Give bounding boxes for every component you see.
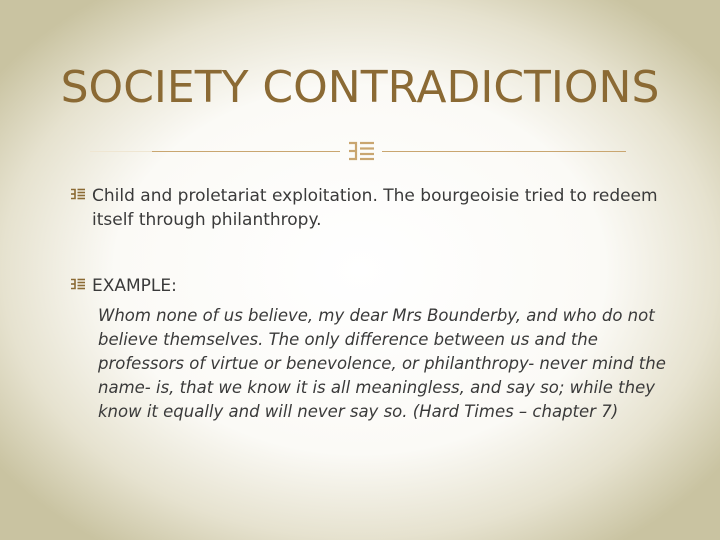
bullet-text: EXAMPLE: bbox=[92, 276, 177, 296]
slide-title: SOCIETY CONTRADICTIONS bbox=[60, 62, 660, 113]
title-divider-right bbox=[382, 151, 626, 152]
bullet-text: Child and proletariat exploitation. The bourgeoisie tried to redeem itself through philanthropy. bbox=[92, 186, 658, 230]
example-quote: Whom none of us believe, my dear Mrs Bounderby, and who do not believe themselves. The only difference between us and the professors of virtue or benevolence, or philanthropy- never mind the name- is, that we know it is all meaningless, and say so; while they know it equally and will never say so. (Hard Times – chapter 7) bbox=[98, 306, 666, 421]
list-bullets-icon bbox=[70, 187, 86, 201]
divider-fade bbox=[90, 151, 152, 152]
list-bullets-icon bbox=[346, 139, 376, 163]
bullet-item bbox=[70, 274, 670, 298]
bullet-item bbox=[70, 184, 670, 232]
list-bullets-icon bbox=[70, 277, 86, 291]
title-divider-left bbox=[90, 151, 340, 152]
